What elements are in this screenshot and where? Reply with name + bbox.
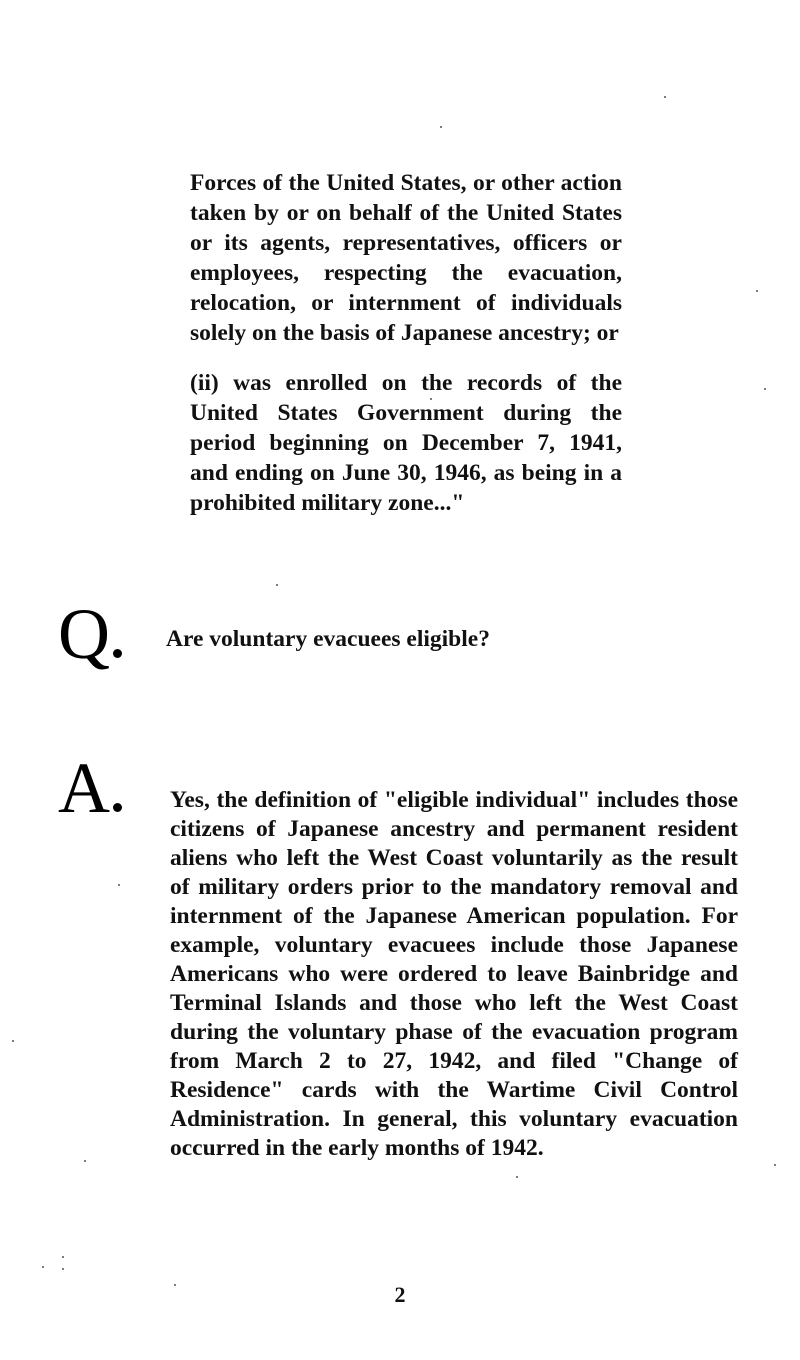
scan-speck [84,1160,86,1162]
scan-speck [62,1268,64,1270]
question-marker [58,594,122,674]
scan-speck [62,1256,64,1258]
scan-speck [764,388,766,390]
scan-speck [756,290,758,292]
question-text: Are voluntary evacuees eligible? [166,626,490,652]
answer-marker-letter: A [58,748,110,828]
question-marker-letter: Q [58,594,110,674]
scan-speck [664,96,666,98]
scan-speck [12,1040,14,1042]
scan-speck [42,1266,44,1268]
answer-text: Yes, the definition of "eligible individual" includes those citizens of Japanese ancestry and permanent resident aliens who left the West Coast voluntarily as the result of military orders prior to the mandatory removal and internment of the Japanese American population. For example, voluntary evacuees include those Japanese Americans who were ordered to leave Bainbridge and Terminal Islands and those who left the West Coast during the voluntary phase of the evacuation program from March 2 to 27, 1942, and filed "Change of Residence" cards with the Wartime Civil Control Administration. In general, this voluntary evacuation occurred in the early months of 1942. [170,787,738,1161]
scan-speck [440,126,442,128]
question-marker-bullet [113,649,122,658]
quote-paragraph-1: Forces of the United States, or other action taken by or on behalf of the United States or its agents, representatives, officers or employees, respecting the evacuation, relocation, or internment of individuals solely on the basis of Japanese ancestry; or [190,170,622,346]
scan-speck [118,884,120,886]
answer-marker-bullet [113,803,122,812]
quote-paragraph-2: (ii) was enrolled on the records of the United States Government during the period beginning on December 7, 1941, and ending on June 30, 1946, as being in a prohibited military zone..." [190,370,622,516]
scan-speck [174,1284,176,1286]
page-number: 2 [394,1282,406,1307]
scan-speck [516,1176,518,1178]
quoted-statute-block [190,168,622,538]
scan-speck [774,1164,776,1166]
scan-speck [276,584,278,586]
answer-marker [58,748,122,828]
scan-speck [430,398,432,400]
